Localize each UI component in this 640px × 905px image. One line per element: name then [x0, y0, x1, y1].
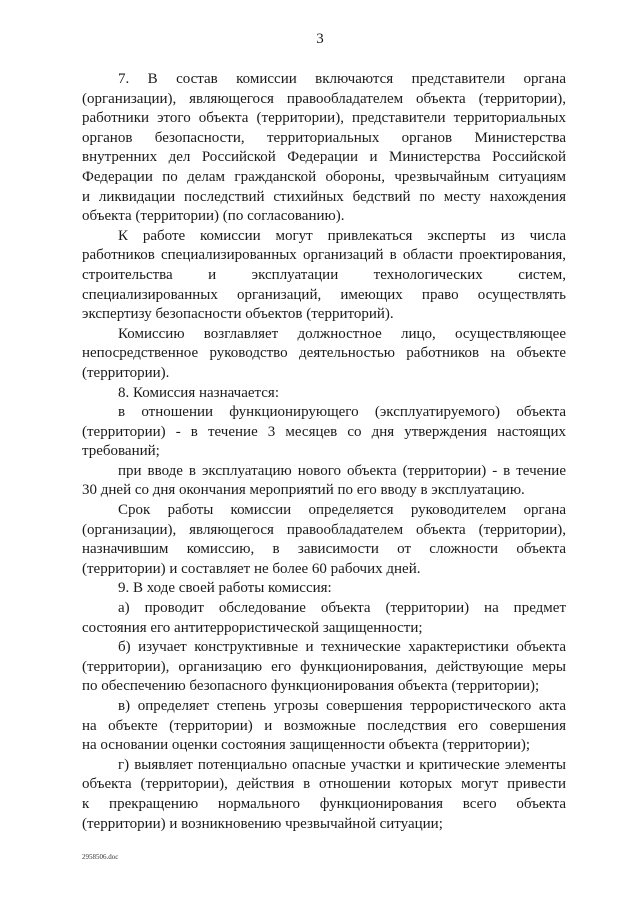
text-line: работники этого объекта (территории), представители территориальных [82, 110, 566, 127]
paragraph [82, 403, 566, 462]
paragraph [82, 227, 566, 325]
paragraph [82, 70, 566, 227]
page-number: 3 [316, 31, 324, 47]
text-line: специализированных организаций, имеющих право осуществлять [82, 286, 566, 303]
text-line: Комиссию возглавляет должностное лицо, осуществляющее [118, 325, 566, 342]
text-line: (территории), организацию его функционирования, действующие меры [82, 658, 566, 675]
text-line: 7. В состав комиссии включаются представители органа [118, 71, 566, 87]
text-line: объекта (территории), действия в отношении которых могут привести [82, 776, 566, 793]
footer-filename: 2958506.doc [82, 853, 119, 861]
paragraph [82, 638, 566, 697]
text-line: и ликвидации последствий стихийных бедствий по месту нахождения [82, 188, 566, 205]
text-line: при вводе в эксплуатацию нового объекта (территории) - в течение [118, 462, 566, 479]
text-line: (территории) - в течение 3 месяцев со дня утверждения настоящих [82, 423, 566, 440]
text-line: строительства и эксплуатации технологических систем, [82, 266, 566, 283]
text-line: К работе комиссии могут привлекаться эксперты из числа [118, 227, 566, 244]
text-line: работников специализированных организаций в области проектирования, [82, 247, 566, 264]
text-line: Срок работы комиссии определяется руководителем органа [118, 502, 566, 519]
text-line: к прекращению нормального функционирования всего объекта [82, 795, 566, 812]
text-line: (территории). [82, 364, 170, 381]
text-line: состояния его антитеррористической защищенности; [82, 619, 423, 636]
text-line: Федерации по делам гражданской обороны, чрезвычайным ситуациям [82, 168, 566, 185]
text-line: на основании оценки состояния защищенности объекта (территории); [82, 737, 531, 754]
text-line: внутренних дел Российской Федерации и Министерства Российской [82, 149, 566, 166]
paragraph [82, 501, 566, 579]
paragraph [82, 579, 566, 599]
text-line: (организации), являющегося правообладателем объекта (территории), [82, 90, 566, 107]
text-line: в) определяет степень угрозы совершения террористического акта [118, 698, 566, 714]
document-body [82, 70, 566, 834]
text-line: (территории) и составляет не более 60 рабочих дней. [82, 560, 421, 577]
text-line: непосредственное руководство деятельностью работников на объекте [82, 345, 566, 362]
text-line: экспертизу безопасности объектов (территорий). [82, 306, 394, 323]
text-line: б) изучает конструктивные и технические характеристики объекта [118, 639, 566, 656]
text-line: 9. В ходе своей работы комиссия: [118, 580, 332, 597]
text-line: органов безопасности, территориальных органов Министерства [82, 129, 566, 146]
paragraph [82, 697, 566, 756]
text-line: (организации), являющегося правообладателем объекта (территории), [82, 521, 566, 538]
text-line: 8. Комиссия назначается: [118, 384, 280, 401]
text-line: а) проводит обследование объекта (территории) на предмет [118, 600, 566, 617]
text-line: на объекте (территории) и возможные последствия его совершения [82, 717, 566, 734]
text-line: назначившим комиссию, в зависимости от сложности объекта [82, 541, 566, 558]
text-line: (территории) и возникновению чрезвычайной ситуации; [82, 815, 443, 832]
paragraph [82, 384, 566, 404]
text-line: по обеспечению безопасного функционирования объекта (территории); [82, 678, 540, 695]
paragraph [82, 462, 566, 501]
text-line: г) выявляет потенциально опасные участки и критические элементы [118, 756, 566, 773]
paragraph [82, 325, 566, 384]
text-line: требований; [82, 443, 160, 460]
text-line: в отношении функционирующего (эксплуатируемого) объекта [118, 404, 566, 421]
text-line: 30 дней со дня окончания мероприятий по его вводу в эксплуатацию. [82, 482, 525, 499]
paragraph [82, 756, 566, 834]
paragraph [82, 599, 566, 638]
text-line: объекта (территории) (по согласованию). [82, 208, 345, 225]
